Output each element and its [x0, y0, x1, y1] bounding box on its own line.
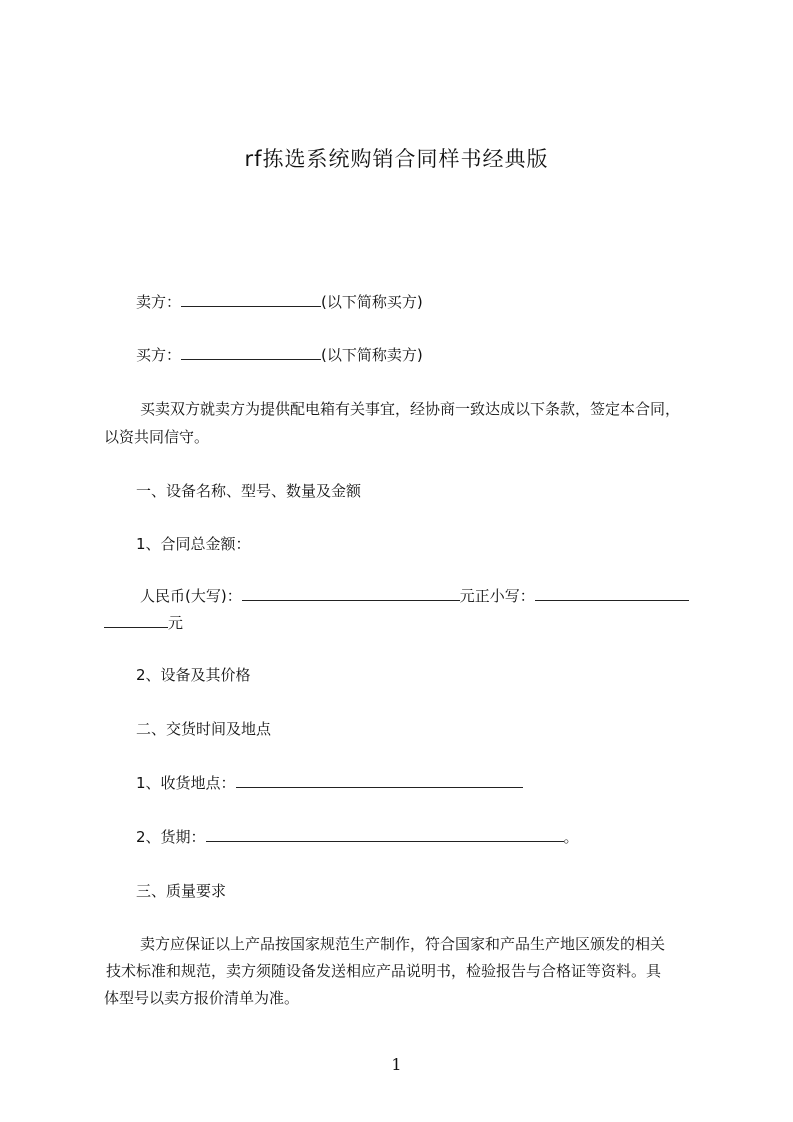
- section1-heading: 一、设备名称、型号、数量及金额: [136, 482, 362, 500]
- rmb-line-2: [104, 612, 183, 634]
- seller-suffix: (以下简称买方): [321, 293, 423, 311]
- section1-item2: 2、设备及其价格: [136, 666, 251, 684]
- section2-heading: 二、交货时间及地点: [136, 720, 272, 738]
- rmb-end: 元: [168, 614, 184, 632]
- page-number: 1: [391, 1055, 402, 1074]
- rmb-line: [140, 585, 689, 607]
- rmb-uppercase-blank: [242, 586, 460, 601]
- quality-para-line-2: 技术标准和规范，卖方须随设备发送相应产品说明书，检验报告与合格证等资料。具: [106, 962, 662, 980]
- buyer-line: [136, 344, 423, 366]
- rmb-mid: 元正小写：: [459, 587, 535, 605]
- buyer-label: 买方：: [136, 346, 182, 364]
- intro-line-1: 买卖双方就卖方为提供配电箱有关事宜，经协商一致达成以下条款，签定本合同，: [140, 400, 681, 418]
- buyer-suffix: (以下简称卖方): [321, 346, 423, 364]
- section3-heading: 三、质量要求: [136, 882, 227, 900]
- delivery-time-blank: [206, 827, 564, 842]
- delivery-place-line: [136, 772, 523, 794]
- section1-item1: 1、合同总金额：: [136, 535, 251, 553]
- delivery-time-label: 2、货期：: [136, 828, 206, 846]
- delivery-time-end: 。: [563, 828, 579, 846]
- delivery-place-label: 1、收货地点：: [136, 774, 236, 792]
- rmb-lowercase-blank-cont: [104, 613, 168, 628]
- rmb-lowercase-blank: [535, 586, 689, 601]
- seller-line: [136, 291, 423, 313]
- buyer-blank: [181, 345, 321, 360]
- seller-blank: [181, 292, 321, 307]
- delivery-place-blank: [236, 773, 523, 788]
- rmb-label: 人民币(大写)：: [140, 587, 242, 605]
- seller-label: 卖方：: [136, 293, 182, 311]
- document-title: rf拣选系统购销合同样书经典版: [244, 147, 549, 171]
- quality-para-line-1: 卖方应保证以上产品按国家规范生产制作，符合国家和产品生产地区颁发的相关: [140, 935, 666, 953]
- delivery-time-line: [136, 826, 579, 848]
- intro-line-2: 以资共同信守。: [104, 428, 210, 446]
- quality-para-line-3: 体型号以卖方报价清单为准。: [104, 989, 300, 1007]
